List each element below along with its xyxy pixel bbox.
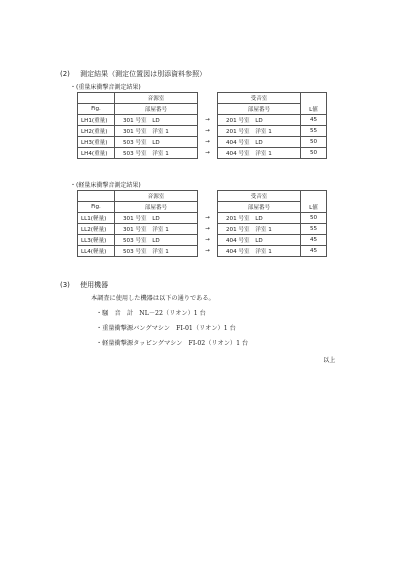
cell-receiving: 404 号室 洋室 1: [218, 246, 301, 257]
cell-lvalue: 50: [301, 137, 327, 148]
header-gap: [198, 104, 218, 115]
arrow-icon: →: [198, 126, 218, 137]
cell-source: 301 号室 LD: [115, 115, 198, 126]
cell-fig: LH3(重量): [78, 137, 115, 148]
arrow-icon: →: [198, 148, 218, 159]
header-blank-right: [301, 93, 327, 104]
table-row: [78, 115, 327, 126]
cell-fig: LL1(軽量): [78, 213, 115, 224]
cell-fig: LL3(軽量): [78, 235, 115, 246]
cell-receiving: 201 号室 洋室 1: [218, 224, 301, 235]
equipment-intro: 本調査に使用した機器は以下の通りである。: [91, 295, 215, 302]
section2-number: (2): [60, 70, 70, 78]
header-receiving-room: 受音室: [218, 93, 301, 104]
header-blank: [78, 191, 115, 202]
header-gap: [198, 191, 218, 202]
cell-lvalue: 45: [301, 115, 327, 126]
table-row: [78, 137, 327, 148]
table-row: [78, 126, 327, 137]
cell-source: 503 号室 洋室 1: [115, 246, 198, 257]
equipment-item: ・騒 音 計 NL－22（リオン）1 台: [96, 310, 206, 317]
cell-lvalue: 50: [301, 213, 327, 224]
cell-receiving: 404 号室 洋室 1: [218, 148, 301, 159]
cell-lvalue: 55: [301, 126, 327, 137]
section2-title: 測定結果（測定位置図は別添資料参照）: [80, 70, 207, 78]
arrow-icon: →: [198, 137, 218, 148]
section2-heading: [60, 69, 206, 79]
section3-number: (3): [60, 281, 70, 289]
header-lvalue: L値: [301, 202, 327, 213]
header-fig: Fig.: [78, 104, 115, 115]
cell-source: 301 号室 洋室 1: [115, 126, 198, 137]
header-fig: Fig.: [78, 202, 115, 213]
header-source-room: 音源室: [115, 93, 198, 104]
section3-heading: [60, 280, 108, 290]
light-impact-table: [77, 190, 327, 257]
arrow-icon: →: [198, 115, 218, 126]
header-source-room: 音源室: [115, 191, 198, 202]
table-header-row: [78, 104, 327, 115]
equipment-item: ・軽量衝撃源タッピングマシン FI-02（リオン）1 台: [96, 340, 249, 347]
cell-receiving: 404 号室 LD: [218, 137, 301, 148]
cell-fig: LL2(軽量): [78, 224, 115, 235]
header-gap: [198, 202, 218, 213]
cell-fig: LH4(重量): [78, 148, 115, 159]
heavy-impact-table: [77, 92, 327, 159]
header-receiving-room: 受音室: [218, 191, 301, 202]
cell-source: 301 号室 洋室 1: [115, 224, 198, 235]
header-blank-right: [301, 191, 327, 202]
arrow-icon: →: [198, 235, 218, 246]
cell-fig: LH2(重量): [78, 126, 115, 137]
arrow-icon: →: [198, 213, 218, 224]
cell-fig: LH1(重量): [78, 115, 115, 126]
cell-source: 503 号室 洋室 1: [115, 148, 198, 159]
table-row: [78, 246, 327, 257]
header-room-no-left: 部屋番号: [115, 202, 198, 213]
closing-mark: 以上: [323, 357, 336, 364]
cell-fig: LL4(軽量): [78, 246, 115, 257]
cell-source: 503 号室 LD: [115, 235, 198, 246]
heavy-table-caption: ・(重量床衝撃音測定結果): [70, 84, 141, 91]
header-lvalue: L値: [301, 104, 327, 115]
cell-source: 503 号室 LD: [115, 137, 198, 148]
equipment-item: ・重量衝撃源バングマシン FI-01（リオン）1 台: [96, 325, 236, 332]
arrow-icon: →: [198, 224, 218, 235]
table-row: [78, 213, 327, 224]
table-row: [78, 224, 327, 235]
table-row: [78, 148, 327, 159]
cell-lvalue: 45: [301, 235, 327, 246]
cell-lvalue: 50: [301, 148, 327, 159]
cell-receiving: 201 号室 洋室 1: [218, 126, 301, 137]
arrow-icon: →: [198, 246, 218, 257]
header-room-no-left: 部屋番号: [115, 104, 198, 115]
table-header-row: [78, 202, 327, 213]
table-row: [78, 235, 327, 246]
section3-title: 使用機器: [80, 281, 109, 289]
cell-lvalue: 45: [301, 246, 327, 257]
cell-receiving: 404 号室 LD: [218, 235, 301, 246]
light-table-caption: ・(軽量床衝撃音測定結果): [70, 182, 141, 189]
table-header-row: [78, 191, 327, 202]
table-header-row: [78, 93, 327, 104]
cell-source: 301 号室 LD: [115, 213, 198, 224]
cell-receiving: 201 号室 LD: [218, 115, 301, 126]
header-room-no-right: 部屋番号: [218, 202, 301, 213]
cell-receiving: 201 号室 LD: [218, 213, 301, 224]
header-room-no-right: 部屋番号: [218, 104, 301, 115]
header-gap: [198, 93, 218, 104]
header-blank: [78, 93, 115, 104]
cell-lvalue: 55: [301, 224, 327, 235]
